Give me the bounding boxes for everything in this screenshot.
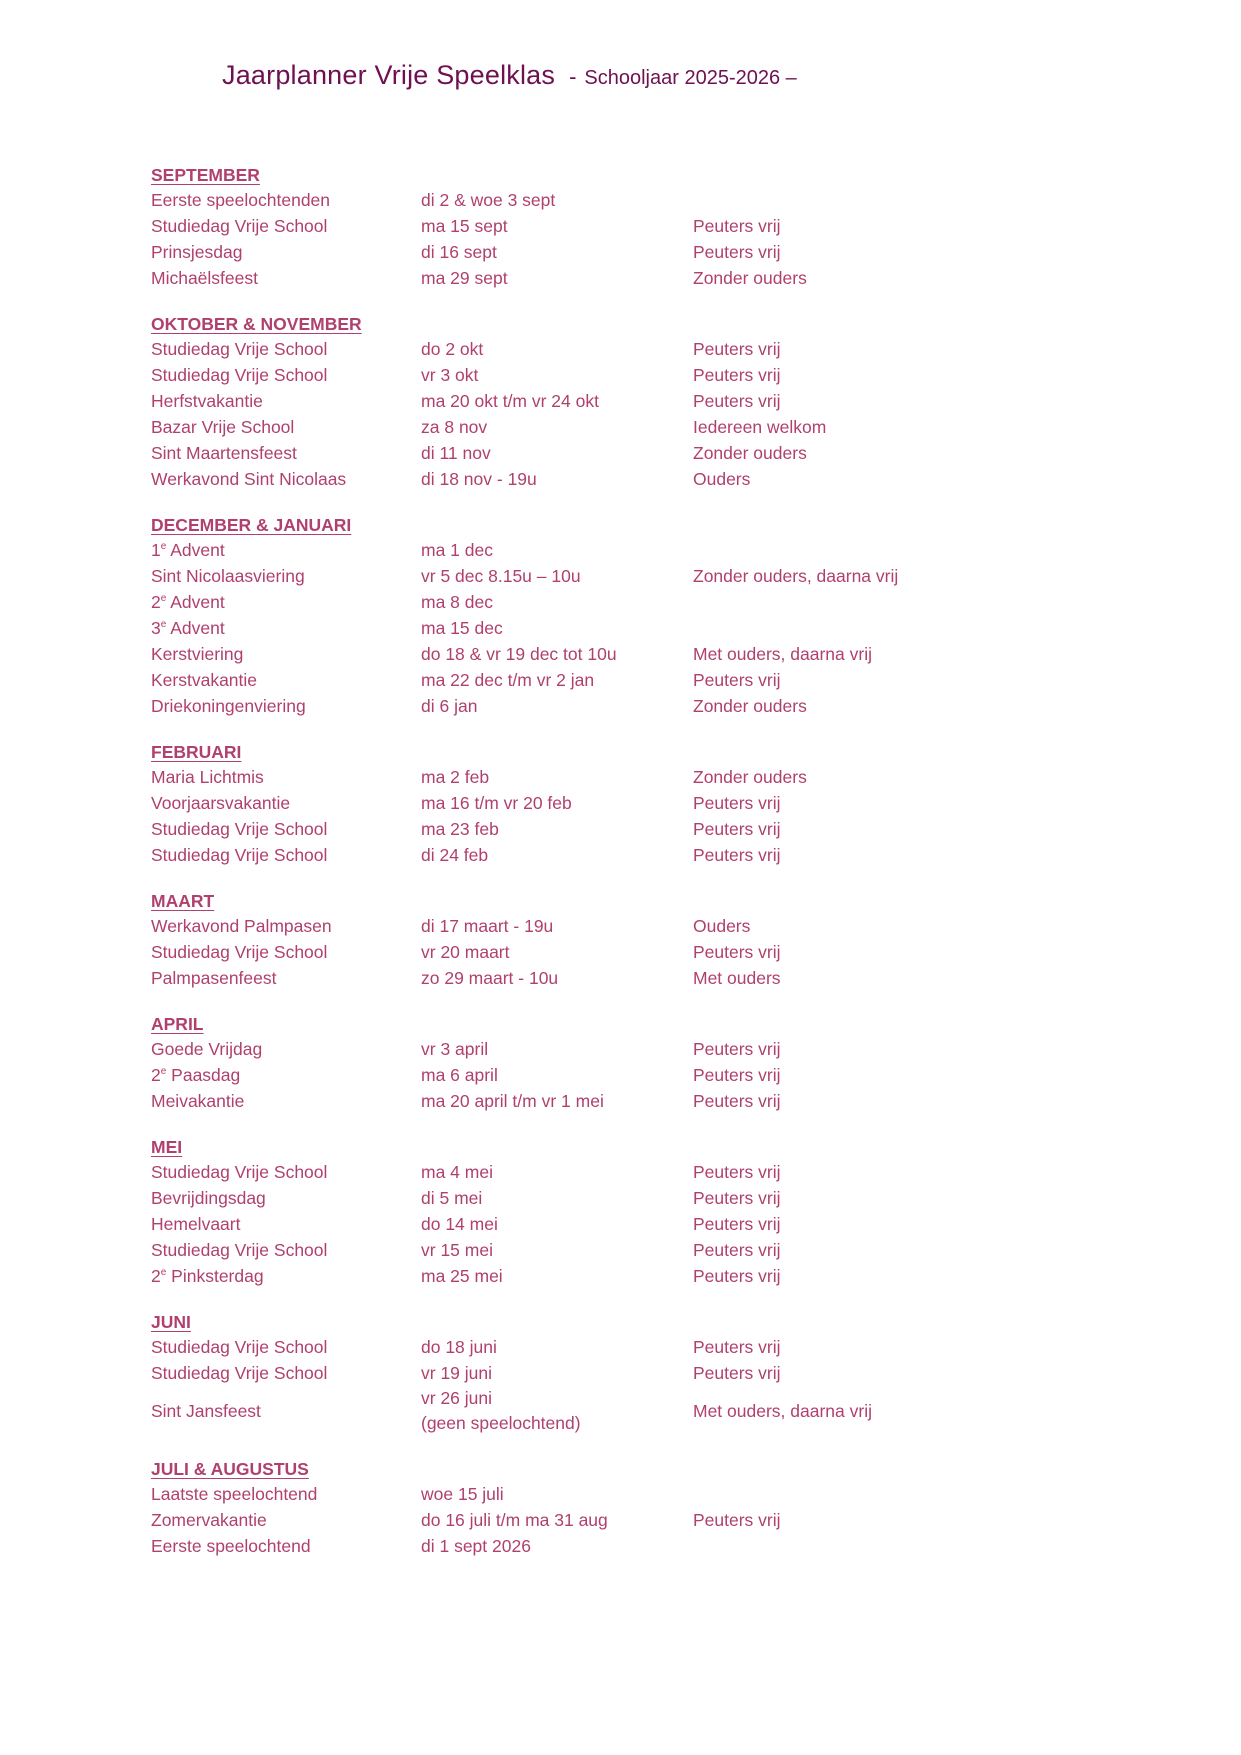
event-date: di 2 & woe 3 sept (421, 189, 556, 210)
event-note: Met ouders (693, 967, 781, 988)
event-date: di 17 maart - 19u (421, 915, 554, 936)
schedule-row (151, 213, 1051, 239)
event-name: Studiedag Vrije School (151, 215, 328, 236)
schedule-row (151, 1360, 1051, 1386)
month-section (151, 740, 1051, 868)
event-date: ma 2 feb (421, 766, 490, 787)
schedule-row (151, 764, 1051, 790)
schedule-row (151, 641, 1051, 667)
event-date: ma 16 t/m vr 20 feb (421, 792, 572, 813)
event-date: ma 23 feb (421, 818, 499, 839)
year-schedule (151, 163, 1051, 1580)
event-name: Bazar Vrije School (151, 416, 295, 437)
event-name: Sint Nicolaasviering (151, 565, 305, 586)
event-name (151, 590, 421, 615)
event-note: Peuters vrij (693, 1090, 781, 1111)
event-date: do 2 okt (421, 338, 484, 359)
title-main: Jaarplanner Vrije Speelklas (222, 60, 556, 90)
event-date: do 18 & vr 19 dec tot 10u (421, 643, 617, 664)
event-name: Zomervakantie (151, 1509, 267, 1530)
section-heading: DECEMBER & JANUARI (151, 515, 352, 535)
schedule-row (151, 1533, 1051, 1559)
event-date: za 8 nov (421, 416, 488, 437)
schedule-row (151, 537, 1051, 563)
event-date: di 6 jan (421, 695, 478, 716)
event-name: Bevrijdingsdag (151, 1187, 266, 1208)
section-heading: MAART (151, 891, 215, 911)
event-note: Iedereen welkom (693, 416, 827, 437)
event-name: Voorjaarsvakantie (151, 792, 291, 813)
month-section (151, 513, 1051, 719)
event-label: Paasdag (166, 1064, 241, 1085)
event-date: vr 20 maart (421, 941, 510, 962)
event-date: vr 15 mei (421, 1239, 493, 1260)
schedule-row (151, 187, 1051, 213)
event-date: ma 6 april (421, 1064, 498, 1085)
schedule-row (151, 336, 1051, 362)
event-date: vr 19 juni (421, 1362, 493, 1383)
event-name (151, 616, 421, 641)
event-note: Zonder ouders (693, 695, 807, 716)
event-name: Driekoningenviering (151, 695, 306, 716)
event-date (421, 1386, 693, 1436)
schedule-row (151, 1062, 1051, 1088)
event-name: Studiedag Vrije School (151, 844, 328, 865)
schedule-row (151, 965, 1051, 991)
event-note: Zonder ouders (693, 442, 807, 463)
event-date: do 14 mei (421, 1213, 498, 1234)
event-note: Peuters vrij (693, 1336, 781, 1357)
event-name: Studiedag Vrije School (151, 364, 328, 385)
schedule-row (151, 1237, 1051, 1263)
event-name: Maria Lichtmis (151, 766, 264, 787)
event-name: Sint Maartensfeest (151, 442, 297, 463)
event-note: Peuters vrij (693, 241, 781, 262)
schedule-row (151, 790, 1051, 816)
event-date: di 5 mei (421, 1187, 483, 1208)
schedule-row (151, 667, 1051, 693)
event-name: Eerste speelochtend (151, 1535, 311, 1556)
event-date: vr 3 april (421, 1038, 489, 1059)
event-name: Studiedag Vrije School (151, 338, 328, 359)
event-name (151, 1063, 421, 1088)
schedule-row (151, 1334, 1051, 1360)
event-note: Peuters vrij (693, 669, 781, 690)
event-name: Eerste speelochtenden (151, 189, 331, 210)
schedule-row (151, 466, 1051, 492)
event-note: Peuters vrij (693, 844, 781, 865)
event-date: ma 20 okt t/m vr 24 okt (421, 390, 599, 411)
ordinal-number: 1 (151, 539, 161, 560)
event-note: Ouders (693, 468, 751, 489)
event-note: Peuters vrij (693, 1265, 781, 1286)
event-date: di 1 sept 2026 (421, 1535, 531, 1556)
ordinal-suffix: e (160, 592, 167, 604)
schedule-row (151, 414, 1051, 440)
event-label: Advent (166, 539, 225, 560)
ordinal-number: 2 (151, 1265, 161, 1286)
event-label: Pinksterdag (166, 1265, 264, 1286)
schedule-row (151, 913, 1051, 939)
event-date: zo 29 maart - 10u (421, 967, 559, 988)
event-name (151, 538, 421, 563)
schedule-row (151, 589, 1051, 615)
schedule-row (151, 615, 1051, 641)
event-date: ma 8 dec (421, 591, 493, 612)
event-date: ma 22 dec t/m vr 2 jan (421, 669, 595, 690)
schedule-row (151, 1507, 1051, 1533)
event-name: Studiedag Vrije School (151, 1362, 328, 1383)
event-date: ma 15 dec (421, 617, 503, 638)
event-note: Zonder ouders (693, 267, 807, 288)
event-date: ma 29 sept (421, 267, 508, 288)
schedule-row (151, 563, 1051, 589)
schedule-row (151, 1263, 1051, 1289)
event-note: Peuters vrij (693, 1239, 781, 1260)
event-label: Advent (166, 617, 225, 638)
section-heading: APRIL (151, 1014, 204, 1034)
page-title (222, 60, 797, 91)
section-heading: JUNI (151, 1312, 191, 1332)
event-note: Peuters vrij (693, 1362, 781, 1383)
event-name: Goede Vrijdag (151, 1038, 263, 1059)
event-name: Hemelvaart (151, 1213, 241, 1234)
title-dash: - (569, 64, 577, 89)
event-name: Herfstvakantie (151, 390, 263, 411)
event-note: Peuters vrij (693, 941, 781, 962)
event-note: Met ouders, daarna vrij (693, 1400, 872, 1421)
ordinal-number: 3 (151, 617, 161, 638)
event-name: Werkavond Palmpasen (151, 915, 332, 936)
event-date: di 11 nov (421, 442, 491, 463)
month-section (151, 1135, 1051, 1289)
schedule-row (151, 1481, 1051, 1507)
schedule-row (151, 239, 1051, 265)
event-note: Peuters vrij (693, 1213, 781, 1234)
event-name: Kerstvakantie (151, 669, 258, 690)
ordinal-suffix: e (160, 1266, 167, 1278)
event-name: Michaëlsfeest (151, 267, 258, 288)
month-section (151, 1457, 1051, 1559)
section-heading: MEI (151, 1137, 183, 1157)
schedule-row (151, 939, 1051, 965)
section-heading: JULI & AUGUSTUS (151, 1459, 309, 1479)
event-name: Studiedag Vrije School (151, 941, 328, 962)
event-name: Studiedag Vrije School (151, 818, 328, 839)
event-name: Kerstviering (151, 643, 244, 664)
event-date: di 18 nov - 19u (421, 468, 537, 489)
ordinal-number: 2 (151, 1064, 161, 1085)
month-section (151, 312, 1051, 492)
event-name: Werkavond Sint Nicolaas (151, 468, 347, 489)
event-date: woe 15 juli (421, 1483, 504, 1504)
schedule-row (151, 1159, 1051, 1185)
event-note: Peuters vrij (693, 1038, 781, 1059)
event-name: Laatste speelochtend (151, 1483, 318, 1504)
ordinal-number: 2 (151, 591, 161, 612)
ordinal-suffix: e (160, 618, 167, 630)
event-note: Zonder ouders, daarna vrij (693, 565, 899, 586)
event-date: do 16 juli t/m ma 31 aug (421, 1509, 608, 1530)
section-heading: OKTOBER & NOVEMBER (151, 314, 362, 334)
event-name (151, 1264, 421, 1289)
schedule-row (151, 1211, 1051, 1237)
event-note: Peuters vrij (693, 1509, 781, 1530)
event-date: ma 20 april t/m vr 1 mei (421, 1090, 604, 1111)
event-name: Prinsjesdag (151, 241, 243, 262)
schedule-row (151, 1386, 1051, 1436)
schedule-row (151, 265, 1051, 291)
section-heading: FEBRUARI (151, 742, 242, 762)
schedule-row (151, 816, 1051, 842)
event-note: Peuters vrij (693, 792, 781, 813)
event-date: di 24 feb (421, 844, 489, 865)
event-note: Peuters vrij (693, 364, 781, 385)
event-name: Sint Jansfeest (151, 1400, 261, 1421)
schedule-row (151, 1036, 1051, 1062)
event-note: Peuters vrij (693, 1064, 781, 1085)
month-section (151, 889, 1051, 991)
event-name: Palmpasenfeest (151, 967, 277, 988)
ordinal-suffix: e (160, 1065, 167, 1077)
month-section (151, 163, 1051, 291)
event-date: ma 25 mei (421, 1265, 503, 1286)
event-name: Meivakantie (151, 1090, 245, 1111)
event-date: do 18 juni (421, 1336, 497, 1357)
event-name: Studiedag Vrije School (151, 1239, 328, 1260)
ordinal-suffix: e (160, 540, 167, 552)
section-heading: SEPTEMBER (151, 165, 260, 185)
schedule-row (151, 388, 1051, 414)
event-date: vr 3 okt (421, 364, 479, 385)
schedule-row (151, 842, 1051, 868)
event-note: Peuters vrij (693, 818, 781, 839)
event-note: Peuters vrij (693, 215, 781, 236)
event-date: ma 4 mei (421, 1161, 493, 1182)
schedule-row (151, 693, 1051, 719)
event-note: Met ouders, daarna vrij (693, 643, 872, 664)
schedule-row (151, 1185, 1051, 1211)
event-note: Peuters vrij (693, 390, 781, 411)
event-date: di 16 sept (421, 241, 497, 262)
schedule-row (151, 362, 1051, 388)
event-note: Zonder ouders (693, 766, 807, 787)
event-date: ma 1 dec (421, 539, 493, 560)
title-subtitle: Schooljaar 2025-2026 – (584, 67, 797, 89)
event-note: Peuters vrij (693, 1161, 781, 1182)
event-date: vr 5 dec 8.15u – 10u (421, 565, 581, 586)
schedule-row (151, 1088, 1051, 1114)
event-note: Ouders (693, 915, 751, 936)
event-name: Studiedag Vrije School (151, 1161, 328, 1182)
event-date-note: (geen speelochtend) (421, 1413, 581, 1433)
month-section (151, 1310, 1051, 1436)
schedule-row (151, 440, 1051, 466)
event-date: ma 15 sept (421, 215, 508, 236)
event-name: Studiedag Vrije School (151, 1336, 328, 1357)
event-note: Peuters vrij (693, 1187, 781, 1208)
event-date-line: vr 26 juni (421, 1388, 493, 1408)
event-note: Peuters vrij (693, 338, 781, 359)
month-section (151, 1012, 1051, 1114)
event-label: Advent (166, 591, 225, 612)
